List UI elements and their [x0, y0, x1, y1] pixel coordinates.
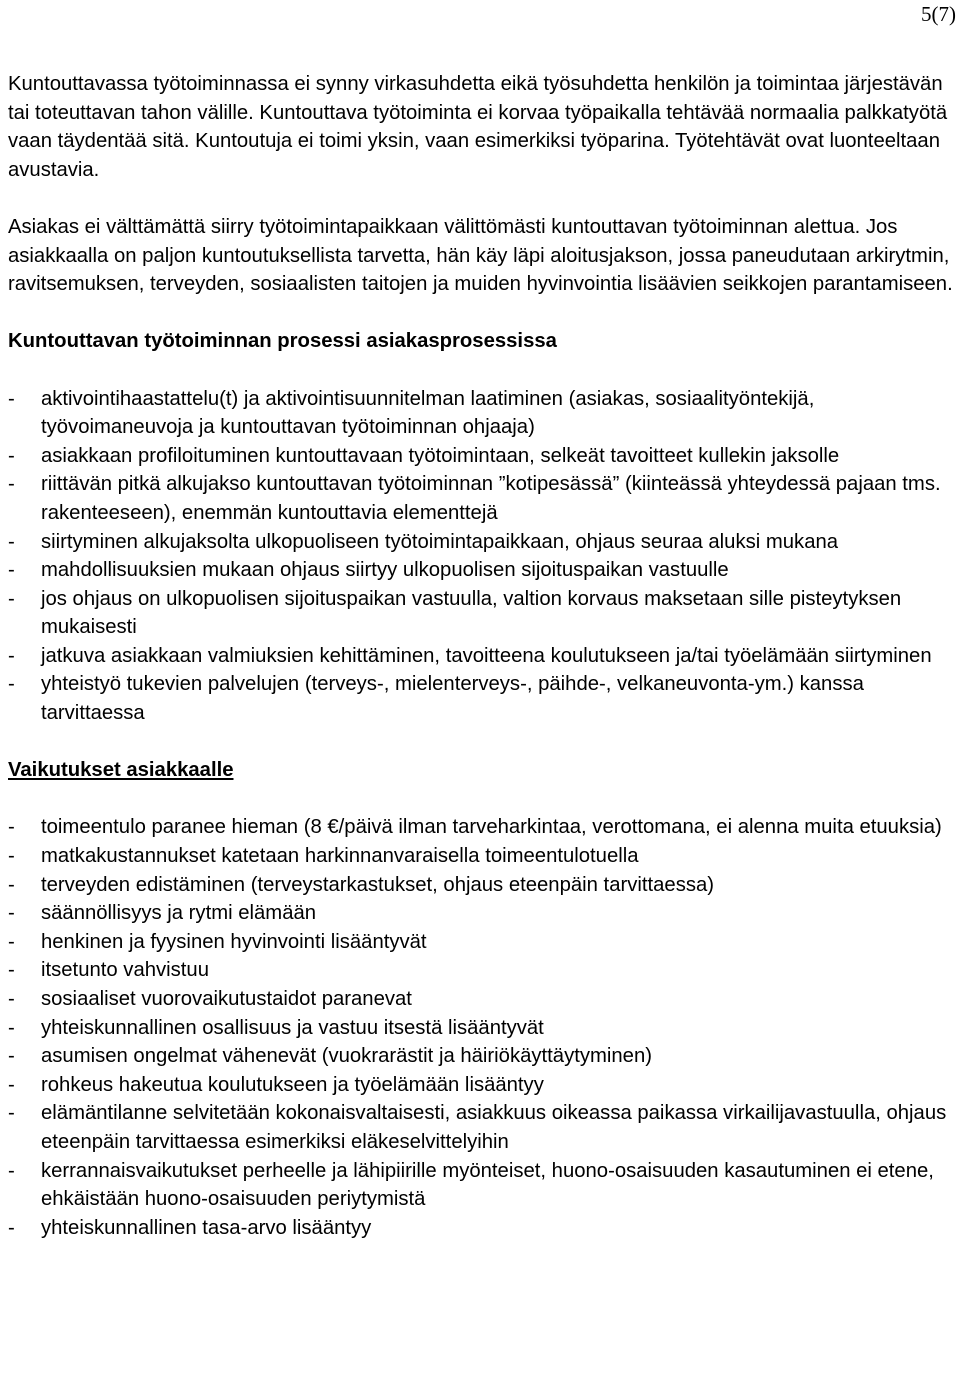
section-heading-effects: Vaikutukset asiakkaalle — [8, 759, 234, 782]
list-item: - kerrannaisvaikutukset perheelle ja lähipiirille myönteiset, huono-osaisuuden kasautuminen ei etene, ehkäistään huono-osaisuuden periytymistä — [8, 1157, 953, 1214]
list-item: - elämäntilanne selvitetään kokonaisvaltaisesti, asiakkuus oikeassa paikassa virkailijavastuulla, ohjaus eteenpäin tarvittaessa esimerkiksi eläkeselvittelyihin — [8, 1099, 953, 1156]
dash-bullet: - — [8, 873, 15, 896]
list-item: - säännöllisyys ja rytmi elämään — [8, 899, 953, 928]
document-body — [8, 70, 953, 1242]
dash-bullet: - — [8, 988, 15, 1010]
dash-bullet: - — [8, 473, 15, 496]
dash-bullet: - — [8, 644, 15, 667]
list-item: - henkinen ja fyysinen hyvinvointi lisääntyvät — [8, 928, 953, 957]
dash-bullet: - — [8, 1016, 15, 1039]
list-item: - mahdollisuuksien mukaan ohjaus siirtyy ulkopuolisen sijoituspaikan vastuulle — [8, 556, 953, 585]
process-list — [8, 385, 953, 728]
dash-bullet: - — [8, 1045, 15, 1068]
dash-bullet: - — [8, 1159, 15, 1182]
list-item: - yhteistyö tukevien palvelujen (terveys-, mielenterveys-, päihde-, velkaneuvonta-ym.) kanssa tarvittaessa — [8, 670, 953, 727]
list-item: - asiakkaan profiloituminen kuntouttavaan työtoimintaan, selkeät tavoitteet kullekin jaksolle — [8, 442, 953, 471]
list-item: - rohkeus hakeutua koulutukseen ja työelämään lisääntyy — [8, 1071, 953, 1100]
list-item: - yhteiskunnallinen tasa-arvo lisääntyy — [8, 1214, 953, 1243]
list-item: - matkakustannukset katetaan harkinnanvaraisella toimeentulotuella — [8, 842, 953, 871]
page-number: 5(7) — [921, 2, 956, 26]
paragraph-2: Asiakas ei välttämättä siirry työtoimintapaikkaan välittömästi kuntouttavan työtoiminnan alettua. Jos asiakkaalla on paljon kuntoutuksellista tarvetta, hän käy läpi aloitusjakson, jossa paneudutaan arkirytmin, ravitsemuksen, terveyden, sosiaalisten taitojen ja muiden hyvinvointia lisäävien seikkojen parantamiseen. — [8, 215, 953, 296]
dash-bullet: - — [8, 930, 15, 953]
dash-bullet: - — [8, 1216, 15, 1239]
list-item: - sosiaaliset vuorovaikutustaidot paranevat — [8, 985, 953, 1014]
list-item: - aktivointihaastattelu(t) ja aktivointisuunnitelman laatiminen (asiakas, sosiaalityöntekijä, työvoimaneuvoja ja kuntouttavan työtoiminnan ohjaaja) — [8, 385, 953, 442]
dash-bullet: - — [8, 530, 15, 553]
list-item: - toimeentulo paranee hieman (8 €/päivä ilman tarveharkintaa, verottomana, ei alenna muita etuuksia) — [8, 813, 953, 842]
paragraph-1: Kuntouttavassa työtoiminnassa ei synny virkasuhdetta eikä työsuhdetta henkilön ja toimintaa järjestävän tai toteuttavan tahon välille. Kuntouttava työtoiminta ei korvaa työpaikalla tehtävää normaalia palkkatyötä vaan täydentää sitä. Kuntoutuja ei toimi yksin, vaan esimerkiksi työparina. Työtehtävät ovat luonteeltaan avustavia. — [8, 73, 948, 181]
list-item: - itsetunto vahvistuu — [8, 956, 953, 985]
list-item: - riittävän pitkä alkujakso kuntouttavan työtoiminnan ”kotipesässä” (kiinteässä yhteydessä pajaan tms. rakenteeseen), enemmän kuntouttavia elementtejä — [8, 470, 953, 527]
list-item: - siirtyminen alkujaksolta ulkopuoliseen työtoimintapaikkaan, ohjaus seuraa aluksi mukana — [8, 528, 953, 557]
dash-bullet: - — [8, 587, 15, 610]
dash-bullet: - — [8, 816, 15, 839]
dash-bullet: - — [8, 959, 15, 982]
dash-bullet: - — [8, 845, 15, 868]
dash-bullet: - — [8, 387, 15, 410]
dash-bullet: - — [8, 1073, 15, 1096]
dash-bullet: - — [8, 673, 15, 696]
effects-list — [8, 813, 953, 1242]
list-item: - terveyden edistäminen (terveystarkastukset, ohjaus eteenpäin tarvittaessa) — [8, 871, 953, 900]
section-heading-process: Kuntouttavan työtoiminnan prosessi asiakasprosessissa — [8, 330, 557, 353]
list-item: - asumisen ongelmat vähenevät (vuokrarästit ja häiriökäyttäytyminen) — [8, 1042, 953, 1071]
list-item: - jos ohjaus on ulkopuolisen sijoituspaikan vastuulla, valtion korvaus maksetaan sille pisteytyksen mukaisesti — [8, 585, 953, 642]
dash-bullet: - — [8, 1102, 15, 1125]
dash-bullet: - — [8, 444, 15, 467]
list-item: - jatkuva asiakkaan valmiuksien kehittäminen, tavoitteena koulutukseen ja/tai työelämään siirtyminen — [8, 642, 953, 671]
list-item: - yhteiskunnallinen osallisuus ja vastuu itsestä lisääntyvät — [8, 1014, 953, 1043]
dash-bullet: - — [8, 559, 15, 582]
dash-bullet: - — [8, 902, 15, 925]
